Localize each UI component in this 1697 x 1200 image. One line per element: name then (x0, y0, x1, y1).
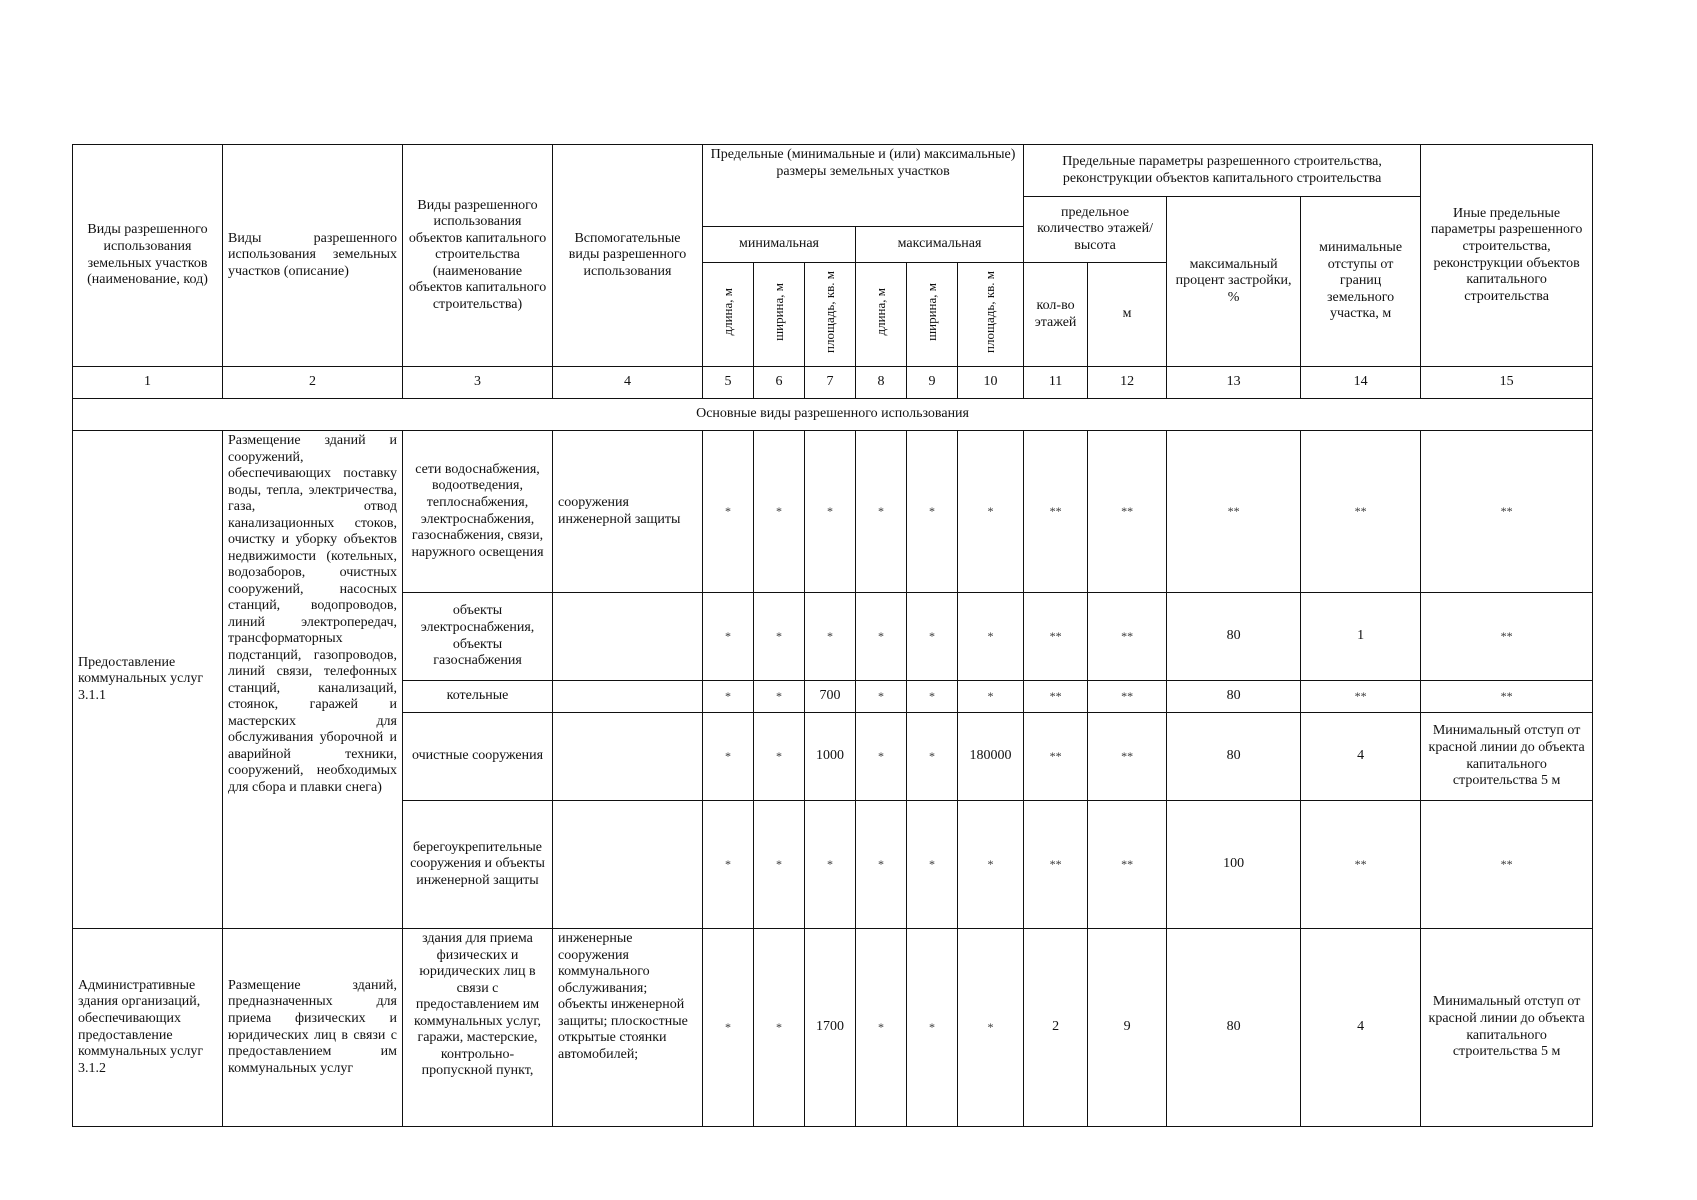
floors-value: ** (1024, 801, 1088, 929)
max-area-value: * (958, 801, 1024, 929)
floors-value: ** (1024, 681, 1088, 713)
col-number: 4 (553, 367, 703, 399)
min-length-value: * (703, 801, 754, 929)
max-percent-value: 100 (1167, 801, 1301, 929)
col-number: 15 (1421, 367, 1593, 399)
max-width-value: * (907, 801, 958, 929)
max-length-value: * (856, 681, 907, 713)
object-name: берегоукрепительные сооружения и объекты инженерной защиты (403, 801, 553, 929)
max-length-value: * (856, 593, 907, 681)
col-number: 13 (1167, 367, 1301, 399)
max-area-value: * (958, 593, 1024, 681)
header-min-area: площадь, кв. м (805, 263, 856, 367)
max-width-value: * (907, 929, 958, 1127)
other-params-value: ** (1421, 593, 1593, 681)
min-offset-value: ** (1301, 431, 1421, 593)
col-number: 3 (403, 367, 553, 399)
header-max: максимальная (856, 227, 1024, 263)
group2-name: Административные здания организаций, обеспечивающих предоставление коммунальных услуг 3.1.2 (73, 929, 223, 1127)
min-width-value: * (754, 713, 805, 801)
max-width-value: * (907, 681, 958, 713)
other-params-value: Минимальный отступ от красной линии до объекта капитального строительства 5 м (1421, 713, 1593, 801)
header-col3: Виды разрешенного использования объектов капитального строительства (наименование объектов капитального строительства) (403, 145, 553, 367)
floors-value: ** (1024, 593, 1088, 681)
col-number: 10 (958, 367, 1024, 399)
min-area-value: 700 (805, 681, 856, 713)
min-offset-value: 4 (1301, 713, 1421, 801)
aux-use (553, 593, 703, 681)
max-percent-value: 80 (1167, 713, 1301, 801)
regulations-table (72, 144, 1593, 1127)
aux-use (553, 801, 703, 929)
other-params-value: ** (1421, 801, 1593, 929)
floors-value: ** (1024, 431, 1088, 593)
col-number: 2 (223, 367, 403, 399)
header-params-group: Предельные параметры разрешенного строительства, реконструкции объектов капитального строительства (1024, 145, 1421, 197)
header-meters: м (1088, 263, 1167, 367)
min-area-value: * (805, 801, 856, 929)
col-number: 12 (1088, 367, 1167, 399)
other-params-value: ** (1421, 681, 1593, 713)
header-col2: Виды разрешенного использования земельных участков (описание) (223, 145, 403, 367)
min-offset-value: ** (1301, 681, 1421, 713)
max-percent-value: 80 (1167, 593, 1301, 681)
floors-value: 2 (1024, 929, 1088, 1127)
min-area-value: 1000 (805, 713, 856, 801)
header-max-area: площадь, кв. м (958, 263, 1024, 367)
min-length-value: * (703, 929, 754, 1127)
min-width-value: * (754, 431, 805, 593)
col-number: 8 (856, 367, 907, 399)
col-number: 14 (1301, 367, 1421, 399)
header-col4: Вспомогательные виды разрешенного использования (553, 145, 703, 367)
header-other: Иные предельные параметры разрешенного строительства, реконструкции объектов капитального строительства (1421, 145, 1593, 367)
table-row (73, 431, 1593, 593)
col-number: 5 (703, 367, 754, 399)
min-area-value: * (805, 431, 856, 593)
col-number: 9 (907, 367, 958, 399)
header-min: минимальная (703, 227, 856, 263)
height-value: 9 (1088, 929, 1167, 1127)
group1-description: Размещение зданий и сооружений, обеспечивающих поставку воды, тепла, электричества, газа, отвод канализационных стоков, очистку и уборку объектов недвижимости (котельных, водозаборов, очистных сооружений, насосных станций, водопроводов, линий электропередач, трансформаторных подстанций, газопроводов, линий связи, телефонных станций, канализаций, стоянок, гаражей и мастерских для обслуживания уборочной и аварийной техники, сооружений, необходимых для сбора и плавки снега) (223, 431, 403, 929)
col-number: 7 (805, 367, 856, 399)
max-area-value: * (958, 431, 1024, 593)
min-area-value: * (805, 593, 856, 681)
max-length-value: * (856, 713, 907, 801)
min-length-value: * (703, 681, 754, 713)
max-length-value: * (856, 431, 907, 593)
min-offset-value: 1 (1301, 593, 1421, 681)
floors-value: ** (1024, 713, 1088, 801)
group2-description: Размещение зданий, предназначенных для приема физических и юридических лиц в связи с предоставлением им коммунальных услуг (223, 929, 403, 1127)
column-numbers-row (73, 367, 1593, 399)
header-floors-group: предельное количество этажей/высота (1024, 197, 1167, 263)
max-percent-value: ** (1167, 431, 1301, 593)
min-offset-value: 4 (1301, 929, 1421, 1127)
min-width-value: * (754, 801, 805, 929)
object-name: объекты электроснабжения, объекты газоснабжения (403, 593, 553, 681)
max-percent-value: 80 (1167, 681, 1301, 713)
max-width-value: * (907, 593, 958, 681)
aux-use (553, 713, 703, 801)
header-col1: Виды разрешенного использования земельных участков (наименование, код) (73, 145, 223, 367)
col-number: 6 (754, 367, 805, 399)
min-width-value: * (754, 929, 805, 1127)
min-width-value: * (754, 593, 805, 681)
col-number: 1 (73, 367, 223, 399)
header-max-width: ширина, м (907, 263, 958, 367)
max-area-value: * (958, 681, 1024, 713)
min-length-value: * (703, 431, 754, 593)
height-value: ** (1088, 801, 1167, 929)
header-min-width: ширина, м (754, 263, 805, 367)
header-min-offsets: минимальные отступы от границ земельного участка, м (1301, 197, 1421, 367)
header-floors: кол-во этажей (1024, 263, 1088, 367)
max-width-value: * (907, 713, 958, 801)
height-value: ** (1088, 431, 1167, 593)
header-max-length: длина, м (856, 263, 907, 367)
height-value: ** (1088, 593, 1167, 681)
header-min-length: длина, м (703, 263, 754, 367)
height-value: ** (1088, 713, 1167, 801)
max-area-value: 180000 (958, 713, 1024, 801)
max-length-value: * (856, 801, 907, 929)
object-name: сети водоснабжения, водоотведения, теплоснабжения, электроснабжения, газоснабжения, связи, наружного освещения (403, 431, 553, 593)
section-title: Основные виды разрешенного использования (73, 399, 1593, 431)
max-length-value: * (856, 929, 907, 1127)
header-max-percent: максимальный процент застройки, % (1167, 197, 1301, 367)
object-name: очистные сооружения (403, 713, 553, 801)
min-area-value: 1700 (805, 929, 856, 1127)
min-length-value: * (703, 713, 754, 801)
header-limits-group: Предельные (минимальные и (или) максимальные) размеры земельных участков (703, 145, 1024, 227)
min-length-value: * (703, 593, 754, 681)
aux-use: инженерные сооружения коммунального обслуживания; объекты инженерной защиты; плоскостные открытые стоянки автомобилей; (553, 929, 703, 1127)
max-percent-value: 80 (1167, 929, 1301, 1127)
group1-name: Предоставление коммунальных услуг 3.1.1 (73, 431, 223, 929)
aux-use: сооружения инженерной защиты (553, 431, 703, 593)
max-area-value: * (958, 929, 1024, 1127)
height-value: ** (1088, 681, 1167, 713)
max-width-value: * (907, 431, 958, 593)
min-width-value: * (754, 681, 805, 713)
table-row (73, 929, 1593, 1127)
object-name: котельные (403, 681, 553, 713)
other-params-value: ** (1421, 431, 1593, 593)
aux-use (553, 681, 703, 713)
col-number: 11 (1024, 367, 1088, 399)
other-params-value: Минимальный отступ от красной линии до объекта капитального строительства 5 м (1421, 929, 1593, 1127)
min-offset-value: ** (1301, 801, 1421, 929)
object-name: здания для приема физических и юридических лиц в связи с предоставлением им коммунальных услуг, гаражи, мастерские, контрольно-пропускной пункт, (403, 929, 553, 1127)
